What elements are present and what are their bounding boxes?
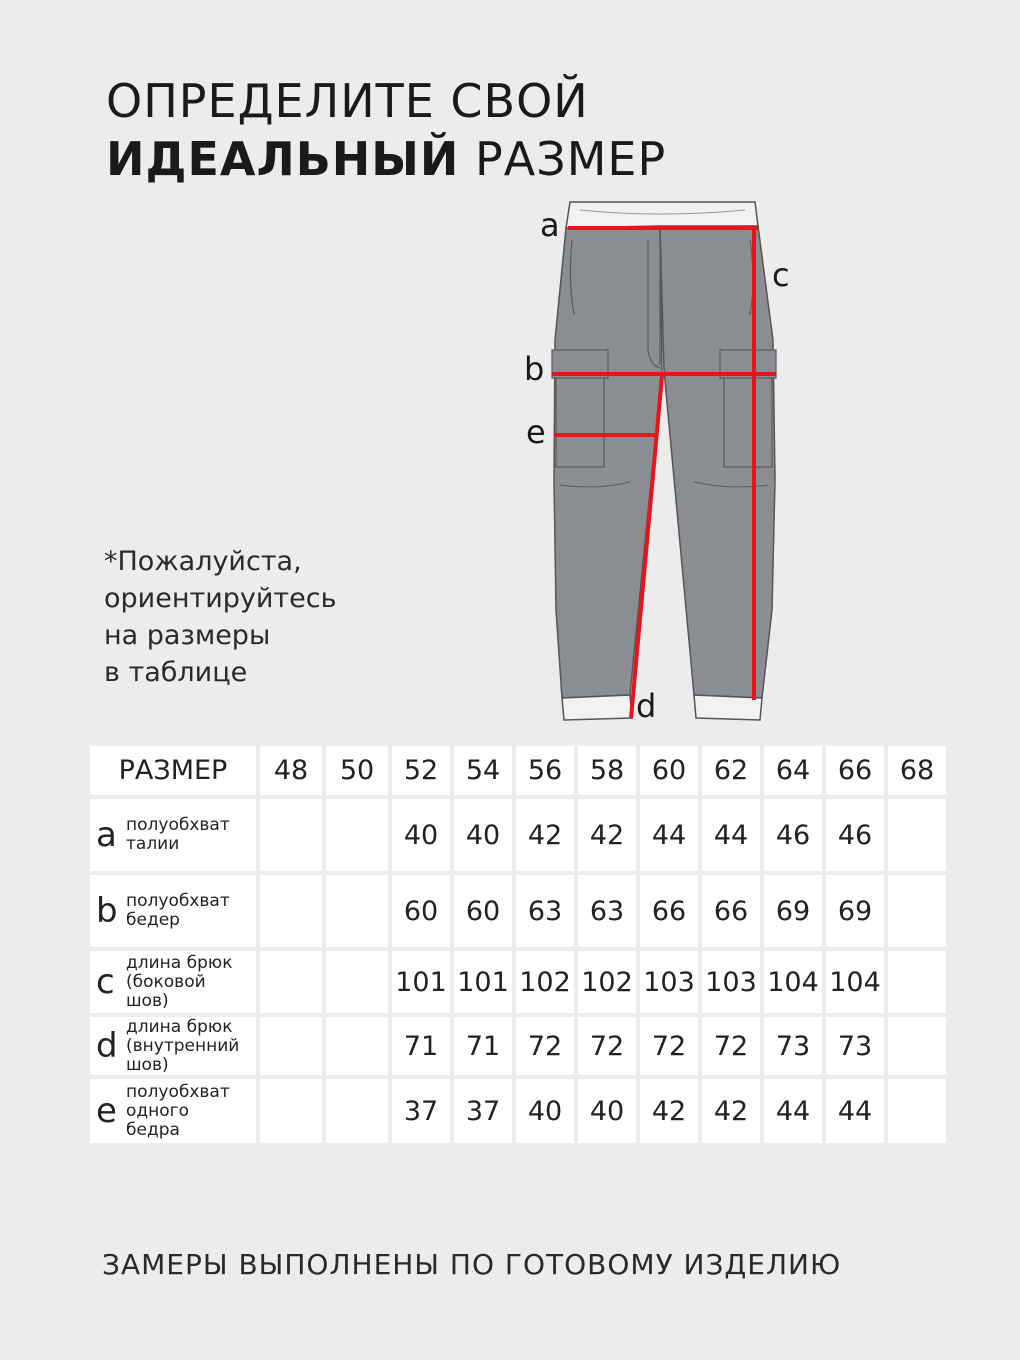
row-head-d bbox=[90, 1017, 256, 1075]
value-cell: 40 bbox=[516, 1079, 574, 1143]
table-row bbox=[90, 1079, 946, 1143]
value-cell bbox=[888, 799, 946, 871]
value-cell: 72 bbox=[578, 1017, 636, 1075]
value-cell: 42 bbox=[578, 799, 636, 871]
value-cell bbox=[326, 875, 388, 947]
value-cell: 44 bbox=[764, 1079, 822, 1143]
value-cell: 44 bbox=[640, 799, 698, 871]
size-cell: 56 bbox=[516, 746, 574, 795]
value-cell: 63 bbox=[516, 875, 574, 947]
size-cell: 52 bbox=[392, 746, 450, 795]
value-cell: 101 bbox=[392, 951, 450, 1013]
value-cell bbox=[260, 799, 322, 871]
value-cell: 46 bbox=[764, 799, 822, 871]
value-cell bbox=[326, 951, 388, 1013]
value-cell: 37 bbox=[454, 1079, 512, 1143]
label-b: b bbox=[524, 350, 545, 388]
value-cell: 104 bbox=[826, 951, 884, 1013]
value-cell: 69 bbox=[764, 875, 822, 947]
value-cell: 37 bbox=[392, 1079, 450, 1143]
value-cell: 46 bbox=[826, 799, 884, 871]
value-cell: 60 bbox=[454, 875, 512, 947]
size-cell: 66 bbox=[826, 746, 884, 795]
value-cell: 72 bbox=[702, 1017, 760, 1075]
value-cell: 44 bbox=[826, 1079, 884, 1143]
size-header-label: РАЗМЕР bbox=[90, 746, 256, 795]
value-cell: 102 bbox=[516, 951, 574, 1013]
size-cell: 60 bbox=[640, 746, 698, 795]
size-cell: 58 bbox=[578, 746, 636, 795]
table-row bbox=[90, 1017, 946, 1075]
value-cell: 66 bbox=[702, 875, 760, 947]
size-cell: 64 bbox=[764, 746, 822, 795]
value-cell: 63 bbox=[578, 875, 636, 947]
row-head-e bbox=[90, 1079, 256, 1143]
value-cell bbox=[888, 1017, 946, 1075]
row-letter: c bbox=[96, 962, 115, 1002]
cuff-right bbox=[694, 695, 762, 720]
waistband bbox=[566, 202, 758, 228]
value-cell bbox=[888, 875, 946, 947]
footer-note: ЗАМЕРЫ ВЫПОЛНЕНЫ ПО ГОТОВОМУ ИЗДЕЛИЮ bbox=[102, 1248, 842, 1281]
value-cell: 69 bbox=[826, 875, 884, 947]
value-cell bbox=[260, 951, 322, 1013]
table-row bbox=[90, 875, 946, 947]
size-note bbox=[104, 543, 337, 691]
label-e: e bbox=[526, 413, 546, 451]
value-cell: 42 bbox=[516, 799, 574, 871]
title-bold-word: ИДЕАЛЬНЫЙ bbox=[106, 132, 460, 186]
row-head-a bbox=[90, 799, 256, 871]
value-cell: 42 bbox=[640, 1079, 698, 1143]
size-cell: 48 bbox=[260, 746, 322, 795]
value-cell: 73 bbox=[826, 1017, 884, 1075]
row-head-b bbox=[90, 875, 256, 947]
value-cell bbox=[326, 1017, 388, 1075]
value-cell: 101 bbox=[454, 951, 512, 1013]
note-line: ориентируйтесь bbox=[104, 583, 337, 614]
title-rest: РАЗМЕР bbox=[459, 132, 667, 186]
value-cell: 40 bbox=[454, 799, 512, 871]
title-line-2 bbox=[106, 130, 666, 188]
pants-diagram bbox=[500, 190, 820, 730]
value-cell bbox=[888, 951, 946, 1013]
row-letter: e bbox=[96, 1091, 117, 1131]
row-letter: d bbox=[96, 1026, 118, 1066]
size-cell: 62 bbox=[702, 746, 760, 795]
value-cell: 72 bbox=[640, 1017, 698, 1075]
row-desc: длина брюк (внутренний шов) bbox=[126, 1017, 240, 1075]
row-desc: длина брюк (боковой шов) bbox=[126, 952, 233, 1011]
value-cell: 71 bbox=[392, 1017, 450, 1075]
value-cell bbox=[260, 875, 322, 947]
value-cell: 103 bbox=[640, 951, 698, 1013]
row-head-c bbox=[90, 951, 256, 1013]
table-row bbox=[90, 799, 946, 871]
value-cell: 102 bbox=[578, 951, 636, 1013]
row-letter: a bbox=[96, 815, 117, 855]
label-a: a bbox=[540, 206, 560, 244]
note-line: *Пожалуйста, bbox=[104, 546, 302, 577]
value-cell bbox=[326, 799, 388, 871]
value-cell bbox=[260, 1079, 322, 1143]
value-cell bbox=[888, 1079, 946, 1143]
label-d: d bbox=[636, 687, 657, 725]
size-table bbox=[86, 742, 950, 1147]
title-line-1: ОПРЕДЕЛИТЕ СВОЙ bbox=[106, 74, 589, 128]
size-cell: 68 bbox=[888, 746, 946, 795]
row-desc: полуобхват одного бедра bbox=[126, 1081, 230, 1140]
row-letter: b bbox=[96, 891, 118, 931]
label-c: c bbox=[772, 256, 790, 294]
note-line: на размеры bbox=[104, 620, 271, 651]
size-cell: 54 bbox=[454, 746, 512, 795]
size-header-row bbox=[90, 746, 946, 795]
value-cell: 103 bbox=[702, 951, 760, 1013]
value-cell: 40 bbox=[578, 1079, 636, 1143]
value-cell: 66 bbox=[640, 875, 698, 947]
table-row bbox=[90, 951, 946, 1013]
value-cell: 42 bbox=[702, 1079, 760, 1143]
note-line: в таблице bbox=[104, 657, 248, 688]
value-cell: 71 bbox=[454, 1017, 512, 1075]
cuff-left bbox=[562, 695, 632, 720]
value-cell bbox=[326, 1079, 388, 1143]
value-cell: 104 bbox=[764, 951, 822, 1013]
value-cell bbox=[260, 1017, 322, 1075]
size-cell: 50 bbox=[326, 746, 388, 795]
value-cell: 44 bbox=[702, 799, 760, 871]
page-title bbox=[106, 72, 666, 188]
value-cell: 40 bbox=[392, 799, 450, 871]
value-cell: 60 bbox=[392, 875, 450, 947]
value-cell: 72 bbox=[516, 1017, 574, 1075]
row-desc: полуобхват бедер bbox=[126, 891, 230, 930]
value-cell: 73 bbox=[764, 1017, 822, 1075]
row-desc: полуобхват талии bbox=[126, 815, 230, 854]
